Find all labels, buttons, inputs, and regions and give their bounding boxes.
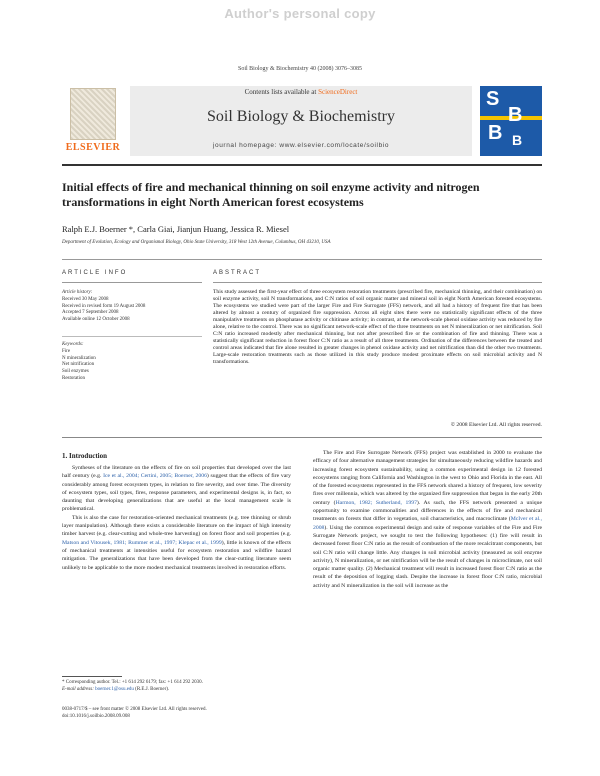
email-suffix: (R.E.J. Boerner). [133, 687, 170, 692]
body-column-left [62, 464, 291, 572]
article-authors: Ralph E.J. Boerner *, Carla Giai, Jianjun Huang, Jessica R. Miesel [62, 224, 290, 234]
citation-link[interactable]: McIver et al., 2008 [313, 516, 542, 531]
email-line [62, 686, 291, 693]
text-run: Syntheses of the literature on the effects of fire on soil properties that developed over the last half century (e.g. [62, 465, 291, 480]
abstract-text: This study assessed the first-year effect of three ecosystem restoration treatments (prescribed fire, mechanical thinning, and their combination) on soil enzyme activity, soil N transformations, and C:N ratios of soil organic matter and mineral soil in eight North American forested ecosystems. The ecosystems we studied were part of the larger Fire and Fire Surrogate (FFS) network, and all had a history of frequent fire that has been altered by almost a century of organized fire suppression. Across all eight sites there were no statistically significant effects of the three manipulative treatments on phosphatase activity or chitinase activity; in contrast, at the network-scale phenol oxidase activity was reduced by fire alone, relative to the control. There was no significant network-scale effect of the three treatments on net N mineralization or net nitrification. Soil C:N ratio increased modestly after mechanical thinning, but not after prescribed fire or the combination of fire and thinning. There was a statistically significant reduction in forest floor C:N ratio as a result of all three treatments. Ordination of the differences between the treated and control areas indicated that fire alone resulted in greater changes in phenol oxidase activity and net nitrification than did the other two treatments. Large-scale restoration treatments such as those utilized in this study produce modest proximate effects on soil microbial activity and N transformations. [213, 289, 542, 365]
cover-letter: B [508, 104, 523, 126]
journal-header-box [130, 86, 472, 156]
keyword-item: Fire [62, 348, 71, 354]
journal-header [62, 86, 542, 156]
history-item: Received in revised form 19 August 2008 [62, 303, 146, 309]
text-run: ). As such, the FFS network presented a unique opportunity to examine commonalities and differences in the effects of fire and mechanical treatments on forests that differ in vegetation, soil characteristics, and macroclimate ( [313, 499, 542, 523]
issn-doi [62, 706, 291, 720]
keyword-item: N mineralization [62, 355, 96, 361]
article-history [62, 290, 202, 324]
journal-title: Soil Biology & Biochemistry [206, 108, 395, 125]
elsevier-wordmark: ELSEVIER [65, 142, 121, 153]
author-affiliation: Department of Evolution, Ecology and Organismal Biology, Ohio State University, 318 West 12th Avenue, Columbus, OH 43210, USA [62, 240, 331, 245]
history-heading: Article history: [62, 290, 93, 295]
paragraph [62, 514, 291, 572]
elsevier-logo [62, 86, 124, 156]
history-item: Available online 12 October 2008 [62, 317, 130, 323]
paragraph [62, 464, 291, 514]
abstract-bottom-divider [62, 437, 542, 438]
keywords-divider [62, 336, 202, 337]
issn-line: 0038-0717/$ – see front matter © 2008 Elsevier Ltd. All rights reserved. [62, 707, 207, 712]
article-info-divider [62, 282, 202, 283]
abstract-divider [213, 282, 542, 283]
text-run: ). Using the common experimental design and suite of response variables of the Fire and Fire Surrogate Network project, we sought to test the following hypotheses: (1) fire will result in decreased forest floor C:N ratio as the result of combustion of the more recalcitrant components, but soil C:N ratio will change little. Any changes in soil microbial activity (measured as soil enzyme activity), N mineralization, or net nitrification will be the result of changes in microclimate, not soil organic matter quality. (2) Mechanical treatment will result in increased forest floor C:N ratio as the result of the deposition of logging slash. Despite the increase in forest floor C:N ratio, microbial activity and N mineralization in the soil will increase as the [313, 524, 542, 589]
keyword-item: Soil enzymes [62, 369, 89, 375]
text-run: The Fire and Fire Surrogate Network (FFS) project was established in 2000 to evaluate the efficacy of four alternative management strategies for simultaneously reducing wildfire hazards and increasing forest ecosystem sustainability, using a common experimental design in 12 forested ecosystems ranging from California and Washington in the west to Ohio and Florida in the east. All of the forested ecosystems represented in the FFS network shared a history of frequent, low severity fires over millennia, which was altered by the organized fire suppression that began in the early 20th century ( [313, 450, 542, 506]
section-title: 1. Introduction [62, 452, 107, 460]
keywords-heading: Keywords: [62, 342, 84, 347]
article-title: Initial effects of fire and mechanical thinning on soil enzyme activity and nitrogen transformations in eight North American forest ecosystems [62, 180, 480, 209]
abstract-label: ABSTRACT [213, 270, 262, 276]
sciencedirect-link[interactable]: ScienceDirect [318, 88, 358, 96]
citation-link[interactable]: Ice et al., 2004; Certini, 2005; Boerner, 2006 [103, 473, 207, 480]
journal-cover-image [480, 86, 542, 156]
article-info-label: ARTICLE INFO [62, 270, 128, 276]
text-run: This is also the case for restoration-oriented mechanical treatments (e.g. tree thinning or shrub layer manipulation). Although there exists a considerable literature on the impact of high intensity timber harvest (e.g. clear-cutting and whole-tree harvesting) on forest floor and soil properties (e.g. [62, 514, 291, 538]
doi-line[interactable]: doi:10.1016/j.soilbio.2008.09.008 [62, 714, 130, 719]
footnote-divider [62, 676, 122, 677]
text-run: ) suggest that the effects of fire vary considerably among forest ecosystem types, in relation to fire severity, and over time. The diversity of ecosystem types, soil types, fires, response parameters, and experimental designs is, in fact, so daunting that developing generalizations that are useful at the local management scale is problematical. [62, 473, 291, 513]
affiliation-divider [62, 259, 542, 260]
elsevier-tree-icon [70, 88, 116, 140]
journal-homepage[interactable]: journal homepage: www.elsevier.com/locate/soilbio [212, 142, 390, 149]
cover-letter: S [486, 88, 500, 110]
cover-letter: B [512, 132, 523, 148]
citation-link[interactable]: Matson and Vitousek, 1981; Rummer et al., 1997; Klepac et al., 1999 [62, 539, 222, 546]
history-item: Received 30 May 2008 [62, 296, 109, 302]
corresponding-author: * Corresponding author. Tel.: +1 614 292 6179; fax: +1 614 292 2030. [62, 680, 203, 685]
text-run: ), little is known of the effects of mechanical treatments at intensities useful for ecosystem restoration and wildfire hazard mitigation. The generalizations that have been developed from the clear-cutting literature seem unlikely to be applicable to the more modest mechanical treatments involved in restoration efforts. [62, 539, 291, 571]
history-item: Accepted 7 September 2008 [62, 310, 119, 316]
keywords [62, 342, 202, 383]
copyright-notice: © 2008 Elsevier Ltd. All rights reserved. [450, 422, 542, 428]
journal-citation: Soil Biology & Biochemistry 40 (2008) 3076–3085 [238, 66, 362, 72]
contents-line [130, 88, 472, 96]
watermark: Author's personal copy [224, 6, 376, 21]
contents-prefix: Contents lists available at [244, 88, 319, 96]
body-column-right [313, 449, 542, 590]
keyword-item: Net nitrification [62, 362, 95, 368]
email-label: E-mail address: [62, 687, 96, 692]
citation-link[interactable]: Harmon, 1982; Sutherland, 1997 [335, 499, 417, 506]
header-divider [62, 164, 542, 166]
footnote [62, 679, 291, 693]
cover-letter: B [488, 122, 503, 144]
paragraph [313, 449, 542, 590]
email-link[interactable]: boerner.1@osu.edu [95, 687, 134, 692]
keyword-item: Restoration [62, 375, 86, 381]
